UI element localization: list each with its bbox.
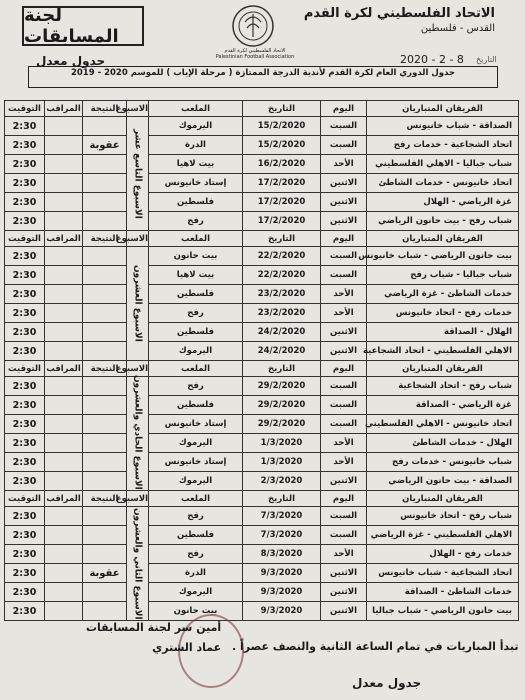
- column-header-venue: الملعب: [149, 101, 243, 117]
- date-label: التاريخ: [476, 55, 497, 64]
- observer-cell: [45, 472, 83, 491]
- result-cell: [83, 342, 127, 361]
- signature-block: [86, 618, 221, 658]
- venue-cell: إستاد خانيونس: [149, 415, 243, 434]
- result-cell: [83, 526, 127, 545]
- match-cell: الاهلي الفلسطيني - اتحاد الشجاعية: [367, 342, 519, 361]
- result-cell: [83, 472, 127, 491]
- observer-cell: [45, 564, 83, 583]
- match-cell: بيت حانون الرياضي - شباب خانيونس: [367, 247, 519, 266]
- column-header-match: الفريقان المتباريان: [367, 361, 519, 377]
- day-cell: الأحد: [321, 453, 367, 472]
- start-time-note: تبدأ المباريات في تمام الساعة الثانية والنصف عصراً .: [232, 640, 519, 653]
- column-header-time: التوقيت: [5, 101, 45, 117]
- week-table: [4, 360, 519, 491]
- table-row: [5, 545, 519, 564]
- column-header-match: الفريقان المتباريان: [367, 101, 519, 117]
- document-title: جدول الدوري العام لكرة القدم لأندية الدرجة الممتازة ( مرحلة الإياب ) للموسم 2020 - 2019: [28, 66, 498, 88]
- date-cell: 8/3/2020: [243, 545, 321, 564]
- match-cell: شباب خانيونس - خدمات رفح: [367, 453, 519, 472]
- org-location: القدس - فلسطين: [420, 23, 495, 34]
- venue-cell: إستاد خانيونس: [149, 174, 243, 193]
- week-table: [4, 230, 519, 361]
- column-header-result: النتيجة: [83, 491, 127, 507]
- table-row: [5, 323, 519, 342]
- header-row: [5, 491, 519, 507]
- day-cell: الأحد: [321, 304, 367, 323]
- venue-cell: الدرة: [149, 564, 243, 583]
- date-cell: 16/2/2020: [243, 155, 321, 174]
- date-cell: 22/2/2020: [243, 247, 321, 266]
- association-logo: [215, 4, 295, 60]
- match-cell: خدمات رفح - اتحاد خانيونس: [367, 304, 519, 323]
- header-row: [5, 231, 519, 247]
- column-header-match: الفريقان المتباريان: [367, 491, 519, 507]
- table-row: [5, 583, 519, 602]
- date-cell: 22/2/2020: [243, 266, 321, 285]
- column-header-day: اليوم: [321, 231, 367, 247]
- document-date: 2020 - 2 - 8: [400, 53, 464, 66]
- date-cell: 24/2/2020: [243, 342, 321, 361]
- time-cell: 2:30: [5, 155, 45, 174]
- table-row: [5, 136, 519, 155]
- column-header-time: التوقيت: [5, 361, 45, 377]
- match-cell: خدمات الشاطئ - الصداقة: [367, 583, 519, 602]
- time-cell: 2:30: [5, 304, 45, 323]
- column-header-date: التاريخ: [243, 231, 321, 247]
- table-row: [5, 564, 519, 583]
- day-cell: السبت: [321, 136, 367, 155]
- result-cell: [83, 117, 127, 136]
- column-header-time: التوقيت: [5, 231, 45, 247]
- table-row: [5, 507, 519, 526]
- venue-cell: إستاد خانيونس: [149, 453, 243, 472]
- date-cell: 29/2/2020: [243, 377, 321, 396]
- column-header-day: اليوم: [321, 361, 367, 377]
- week-label-cell: الاسبوع الحادي والعشرون: [127, 377, 149, 491]
- column-header-day: اليوم: [321, 101, 367, 117]
- table-row: [5, 472, 519, 491]
- observer-cell: [45, 602, 83, 621]
- result-cell: [83, 304, 127, 323]
- observer-cell: [45, 323, 83, 342]
- time-cell: 2:30: [5, 266, 45, 285]
- time-cell: 2:30: [5, 247, 45, 266]
- column-header-venue: الملعب: [149, 361, 243, 377]
- day-cell: السبت: [321, 507, 367, 526]
- venue-cell: بيت حانون: [149, 247, 243, 266]
- venue-cell: الدرة: [149, 136, 243, 155]
- time-cell: 2:30: [5, 507, 45, 526]
- result-cell: [83, 545, 127, 564]
- venue-cell: اليرموك: [149, 342, 243, 361]
- date-cell: 9/3/2020: [243, 583, 321, 602]
- result-cell: [83, 266, 127, 285]
- header-row: [5, 101, 519, 117]
- week-table: [4, 490, 519, 621]
- result-cell: [83, 247, 127, 266]
- footer-schedule-label: جدول معدل: [352, 676, 422, 690]
- date-cell: 23/2/2020: [243, 285, 321, 304]
- match-cell: الصداقة - شباب خانيونس: [367, 117, 519, 136]
- observer-cell: [45, 285, 83, 304]
- date-cell: 15/2/2020: [243, 117, 321, 136]
- time-cell: 2:30: [5, 136, 45, 155]
- match-cell: الصداقة - بيت حانون الرياضي: [367, 472, 519, 491]
- table-row: [5, 155, 519, 174]
- observer-cell: [45, 415, 83, 434]
- observer-cell: [45, 212, 83, 231]
- match-cell: الهلال - خدمات الشاطئ: [367, 434, 519, 453]
- day-cell: الأحد: [321, 545, 367, 564]
- result-cell: [83, 212, 127, 231]
- table-row: [5, 266, 519, 285]
- venue-cell: رفح: [149, 212, 243, 231]
- column-header-result: النتيجة: [83, 361, 127, 377]
- result-cell: [83, 507, 127, 526]
- match-cell: اتحاد خانيونس - الاهلي الفلسطيني: [367, 415, 519, 434]
- match-cell: اتحاد الشجاعية - خدمات رفح: [367, 136, 519, 155]
- match-cell: الهلال - الصداقة: [367, 323, 519, 342]
- venue-cell: اليرموك: [149, 472, 243, 491]
- date-cell: 23/2/2020: [243, 304, 321, 323]
- logo-caption-ar: الاتحاد الفلسطيني لكرة القدم: [224, 48, 286, 54]
- day-cell: الاثنين: [321, 323, 367, 342]
- date-cell: 24/2/2020: [243, 323, 321, 342]
- logo-emblem-icon: [222, 4, 284, 48]
- time-cell: 2:30: [5, 472, 45, 491]
- date-cell: 1/3/2020: [243, 434, 321, 453]
- signatory-title: أمين سر لجنة المسابقات: [86, 621, 222, 634]
- result-cell: [83, 434, 127, 453]
- observer-cell: [45, 155, 83, 174]
- date-cell: 17/2/2020: [243, 174, 321, 193]
- match-cell: شباب جباليا - الاهلي الفلسطيني: [367, 155, 519, 174]
- result-cell: [83, 285, 127, 304]
- column-header-date: التاريخ: [243, 361, 321, 377]
- observer-cell: [45, 193, 83, 212]
- time-cell: 2:30: [5, 342, 45, 361]
- observer-cell: [45, 453, 83, 472]
- day-cell: الاثنين: [321, 602, 367, 621]
- observer-cell: [45, 266, 83, 285]
- date-cell: 7/3/2020: [243, 526, 321, 545]
- time-cell: 2:30: [5, 117, 45, 136]
- date-cell: 9/3/2020: [243, 602, 321, 621]
- day-cell: الاثنين: [321, 472, 367, 491]
- venue-cell: فلسطين: [149, 526, 243, 545]
- match-cell: شباب جباليا - شباب رفح: [367, 266, 519, 285]
- column-header-match: الفريقان المتباريان: [367, 231, 519, 247]
- day-cell: الاثنين: [321, 583, 367, 602]
- match-cell: اتحاد خانيونس - خدمات الشاطئ: [367, 174, 519, 193]
- observer-cell: [45, 304, 83, 323]
- match-cell: شباب رفح - اتحاد الشجاعية: [367, 377, 519, 396]
- column-header-observer: المراقب: [45, 491, 83, 507]
- result-cell: عقوبة: [83, 564, 127, 583]
- time-cell: 2:30: [5, 564, 45, 583]
- day-cell: السبت: [321, 526, 367, 545]
- column-header-week: الاسبوع: [127, 231, 149, 247]
- venue-cell: بيت لاهيا: [149, 155, 243, 174]
- org-header: [304, 6, 495, 34]
- time-cell: 2:30: [5, 285, 45, 304]
- column-header-date: التاريخ: [243, 491, 321, 507]
- signatory-name: عماد الشتري: [152, 641, 222, 654]
- match-cell: شباب رفح - بيت حانون الرياضي: [367, 212, 519, 231]
- date-cell: 7/3/2020: [243, 507, 321, 526]
- column-header-result: النتيجة: [83, 231, 127, 247]
- column-header-observer: المراقب: [45, 101, 83, 117]
- column-header-time: التوقيت: [5, 491, 45, 507]
- date-cell: 1/3/2020: [243, 453, 321, 472]
- venue-cell: رفح: [149, 304, 243, 323]
- match-cell: اتحاد الشجاعية - شباب خانيونس: [367, 564, 519, 583]
- venue-cell: فلسطين: [149, 323, 243, 342]
- venue-cell: رفح: [149, 507, 243, 526]
- day-cell: السبت: [321, 377, 367, 396]
- table-row: [5, 117, 519, 136]
- match-cell: خدمات رفح - الهلال: [367, 545, 519, 564]
- column-header-date: التاريخ: [243, 101, 321, 117]
- week-label-cell: الاسبوع العشرون: [127, 247, 149, 361]
- day-cell: السبت: [321, 415, 367, 434]
- week-table: [4, 100, 519, 231]
- table-row: [5, 285, 519, 304]
- result-cell: [83, 323, 127, 342]
- column-header-observer: المراقب: [45, 231, 83, 247]
- result-cell: [83, 583, 127, 602]
- table-row: [5, 247, 519, 266]
- column-header-result: النتيجة: [83, 101, 127, 117]
- column-header-week: الاسبوع: [127, 361, 149, 377]
- day-cell: السبت: [321, 117, 367, 136]
- day-cell: السبت: [321, 396, 367, 415]
- logo-caption-en: Palestinian Football Association: [215, 54, 295, 60]
- venue-cell: فلسطين: [149, 396, 243, 415]
- time-cell: 2:30: [5, 396, 45, 415]
- observer-cell: [45, 526, 83, 545]
- time-cell: 2:30: [5, 323, 45, 342]
- date-cell: 17/2/2020: [243, 212, 321, 231]
- day-cell: الأحد: [321, 155, 367, 174]
- column-header-week: الاسبوع: [127, 101, 149, 117]
- date-cell: 29/2/2020: [243, 415, 321, 434]
- result-cell: [83, 193, 127, 212]
- table-row: [5, 526, 519, 545]
- date-cell: 17/2/2020: [243, 193, 321, 212]
- date-cell: 15/2/2020: [243, 136, 321, 155]
- committee-title-box: لجنة المسابقات: [22, 6, 144, 46]
- week-label-cell: الاسبوع الثاني والعشرون: [127, 507, 149, 621]
- result-cell: [83, 415, 127, 434]
- table-row: [5, 415, 519, 434]
- day-cell: الأحد: [321, 285, 367, 304]
- date-cell: 2/3/2020: [243, 472, 321, 491]
- observer-cell: [45, 174, 83, 193]
- header-row: [5, 361, 519, 377]
- time-cell: 2:30: [5, 193, 45, 212]
- time-cell: 2:30: [5, 377, 45, 396]
- observer-cell: [45, 117, 83, 136]
- match-cell: غزة الرياضي - الهلال: [367, 193, 519, 212]
- table-row: [5, 434, 519, 453]
- table-row: [5, 342, 519, 361]
- time-cell: 2:30: [5, 545, 45, 564]
- observer-cell: [45, 434, 83, 453]
- time-cell: 2:30: [5, 434, 45, 453]
- venue-cell: اليرموك: [149, 434, 243, 453]
- table-row: [5, 602, 519, 621]
- table-row: [5, 212, 519, 231]
- day-cell: الاثنين: [321, 174, 367, 193]
- match-cell: بيت حانون الرياضي - شباب جباليا: [367, 602, 519, 621]
- venue-cell: اليرموك: [149, 117, 243, 136]
- observer-cell: [45, 396, 83, 415]
- table-row: [5, 453, 519, 472]
- time-cell: 2:30: [5, 453, 45, 472]
- day-cell: الاثنين: [321, 342, 367, 361]
- time-cell: 2:30: [5, 526, 45, 545]
- column-header-week: الاسبوع: [127, 491, 149, 507]
- observer-cell: [45, 583, 83, 602]
- match-cell: خدمات الشاطئ - غزة الرياضي: [367, 285, 519, 304]
- table-row: [5, 193, 519, 212]
- column-header-venue: الملعب: [149, 231, 243, 247]
- venue-cell: بيت لاهيا: [149, 266, 243, 285]
- venue-cell: فلسطين: [149, 285, 243, 304]
- observer-cell: [45, 377, 83, 396]
- venue-cell: رفح: [149, 377, 243, 396]
- match-cell: غزة الرياضي - الصداقة: [367, 396, 519, 415]
- org-name: الاتحاد الفلسطيني لكرة القدم: [303, 6, 495, 21]
- result-cell: [83, 174, 127, 193]
- schedule-label: جدول معدل: [36, 54, 106, 68]
- venue-cell: رفح: [149, 545, 243, 564]
- result-cell: [83, 396, 127, 415]
- observer-cell: [45, 507, 83, 526]
- match-cell: شباب رفح - اتحاد خانيونس: [367, 507, 519, 526]
- day-cell: السبت: [321, 266, 367, 285]
- match-cell: الاهلي الفلسطيني - غزة الرياضي: [367, 526, 519, 545]
- observer-cell: [45, 545, 83, 564]
- venue-cell: فلسطين: [149, 193, 243, 212]
- time-cell: 2:30: [5, 583, 45, 602]
- date-cell: 9/3/2020: [243, 564, 321, 583]
- observer-cell: [45, 247, 83, 266]
- observer-cell: [45, 136, 83, 155]
- column-header-observer: المراقب: [45, 361, 83, 377]
- day-cell: السبت: [321, 247, 367, 266]
- time-cell: 2:30: [5, 415, 45, 434]
- day-cell: الاثنين: [321, 193, 367, 212]
- result-cell: [83, 377, 127, 396]
- table-row: [5, 396, 519, 415]
- result-cell: [83, 453, 127, 472]
- column-header-day: اليوم: [321, 491, 367, 507]
- table-row: [5, 377, 519, 396]
- day-cell: الاثنين: [321, 564, 367, 583]
- time-cell: 2:30: [5, 212, 45, 231]
- table-row: [5, 304, 519, 323]
- time-cell: 2:30: [5, 602, 45, 621]
- result-cell: عقوبة: [83, 136, 127, 155]
- day-cell: الأحد: [321, 434, 367, 453]
- observer-cell: [45, 342, 83, 361]
- day-cell: الاثنين: [321, 212, 367, 231]
- table-row: [5, 174, 519, 193]
- column-header-venue: الملعب: [149, 491, 243, 507]
- week-label-cell: الاسبوع التاسع عشر: [127, 117, 149, 231]
- venue-cell: اليرموك: [149, 583, 243, 602]
- time-cell: 2:30: [5, 174, 45, 193]
- venue-cell: بيت حانون: [149, 602, 243, 621]
- result-cell: [83, 155, 127, 174]
- date-cell: 29/2/2020: [243, 396, 321, 415]
